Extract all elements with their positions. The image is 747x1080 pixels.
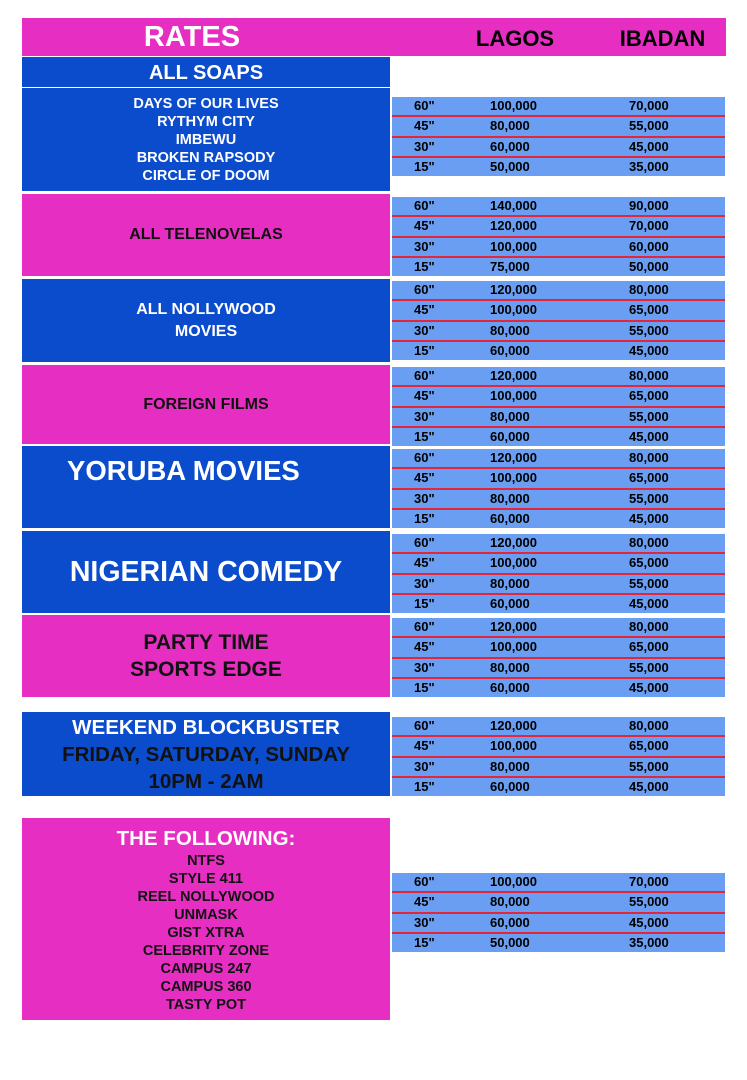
category-the-following: [22, 818, 390, 1020]
column-header-ibadan: IBADAN: [619, 26, 706, 51]
rate-row: [392, 406, 725, 426]
lagos-rate: 80,000: [490, 490, 530, 506]
duration: 30": [414, 138, 435, 154]
ibadan-rate: 80,000: [629, 718, 669, 734]
duration: 30": [414, 238, 435, 254]
rate-row: [392, 508, 725, 528]
ibadan-rate: 70,000: [629, 218, 669, 234]
duration: 15": [414, 158, 435, 174]
duration: 60": [414, 450, 435, 466]
lagos-rate: 120,000: [490, 718, 537, 734]
duration: 60": [414, 282, 435, 298]
lagos-rate: 120,000: [490, 450, 537, 466]
rate-row: [392, 426, 725, 446]
rate-table-foreign-films: [392, 367, 725, 446]
duration: 45": [414, 470, 435, 486]
lagos-rate: 100,000: [490, 470, 537, 486]
lagos-rate: 140,000: [490, 198, 537, 214]
category-line: TASTY POT: [165, 996, 247, 1013]
ibadan-rate: 65,000: [629, 639, 669, 655]
duration: 60": [414, 98, 435, 114]
lagos-rate: 100,000: [490, 302, 537, 318]
rate-row: [392, 115, 725, 135]
ibadan-rate: 70,000: [629, 874, 669, 890]
rate-table-nigerian-comedy: [392, 534, 725, 613]
category-line: STYLE 411: [168, 870, 244, 887]
category-line: FOREIGN FILMS: [143, 395, 269, 413]
rate-row: [392, 299, 725, 319]
duration: 30": [414, 408, 435, 424]
rate-row: [392, 735, 725, 755]
rate-row: [392, 97, 725, 115]
category-line: UNMASK: [174, 906, 238, 923]
ibadan-rate: 70,000: [629, 98, 669, 114]
ibadan-rate: 55,000: [629, 575, 669, 591]
rate-row: [392, 677, 725, 697]
ibadan-rate: 45,000: [629, 428, 669, 444]
rate-row: [392, 367, 725, 385]
duration: 45": [414, 118, 435, 134]
category-weekend-blockbuster: [22, 712, 390, 796]
lagos-rate: 100,000: [490, 238, 537, 254]
duration: 60": [414, 718, 435, 734]
all-soaps-header: ALL SOAPS: [22, 57, 390, 87]
duration: 60": [414, 535, 435, 551]
ibadan-rate: 45,000: [629, 679, 669, 695]
lagos-rate: 60,000: [490, 342, 530, 358]
lagos-rate: 80,000: [490, 575, 530, 591]
duration: 45": [414, 894, 435, 910]
ibadan-rate: 65,000: [629, 555, 669, 571]
rate-row: [392, 593, 725, 613]
duration: 30": [414, 322, 435, 338]
lagos-rate: 120,000: [490, 619, 537, 635]
lagos-rate: 50,000: [490, 934, 530, 950]
lagos-rate: 60,000: [490, 778, 530, 794]
rate-row: [392, 281, 725, 299]
ibadan-rate: 80,000: [629, 619, 669, 635]
rate-row: [392, 215, 725, 235]
lagos-rate: 60,000: [490, 428, 530, 444]
lagos-rate: 120,000: [490, 535, 537, 551]
ibadan-rate: 55,000: [629, 659, 669, 675]
ibadan-rate: 55,000: [629, 490, 669, 506]
lagos-rate: 100,000: [490, 98, 537, 114]
duration: 30": [414, 490, 435, 506]
rate-table-yoruba-movies: [392, 449, 725, 528]
ibadan-rate: 80,000: [629, 535, 669, 551]
ibadan-rate: 65,000: [629, 388, 669, 404]
category-nigerian-comedy: [22, 531, 390, 613]
rate-row: [392, 385, 725, 405]
rate-row: [392, 467, 725, 487]
category-line: GIST XTRA: [167, 924, 245, 941]
category-line: MOVIES: [174, 322, 238, 340]
ibadan-rate: 55,000: [629, 408, 669, 424]
rate-row: [392, 873, 725, 891]
rate-row: [392, 236, 725, 256]
rate-table-party-time: [392, 618, 725, 697]
category-line: ALL NOLLYWOOD: [136, 300, 276, 318]
category-line: REEL NOLLYWOOD: [137, 888, 275, 905]
lagos-rate: 60,000: [490, 679, 530, 695]
rate-table-weekend-blockbuster: [392, 717, 725, 796]
duration: 60": [414, 368, 435, 384]
category-line: NIGERIAN COMEDY: [69, 556, 343, 588]
rate-row: [392, 156, 725, 176]
category-line: PARTY TIME: [143, 631, 269, 654]
ibadan-rate: 45,000: [629, 778, 669, 794]
rate-row: [392, 573, 725, 593]
ibadan-rate: 55,000: [629, 758, 669, 774]
ibadan-rate: 45,000: [629, 914, 669, 930]
lagos-rate: 80,000: [490, 322, 530, 338]
rate-row: [392, 776, 725, 796]
lagos-rate: 50,000: [490, 158, 530, 174]
duration: 45": [414, 218, 435, 234]
lagos-rate: 60,000: [490, 914, 530, 930]
rate-row: [392, 932, 725, 952]
duration: 30": [414, 659, 435, 675]
duration: 15": [414, 258, 435, 274]
lagos-rate: 80,000: [490, 894, 530, 910]
duration: 15": [414, 342, 435, 358]
rate-row: [392, 197, 725, 215]
lagos-rate: 120,000: [490, 282, 537, 298]
duration: 60": [414, 198, 435, 214]
category-line: THE FOLLOWING:: [116, 826, 296, 850]
ibadan-rate: 60,000: [629, 238, 669, 254]
category-telenovelas: [22, 194, 390, 276]
category-line: DAYS OF OUR LIVES: [133, 95, 279, 112]
ibadan-rate: 80,000: [629, 282, 669, 298]
ibadan-rate: 80,000: [629, 450, 669, 466]
rate-row: [392, 488, 725, 508]
rate-row: [392, 657, 725, 677]
lagos-rate: 100,000: [490, 639, 537, 655]
rate-row: [392, 552, 725, 572]
category-line: CAMPUS 247: [160, 960, 252, 977]
lagos-rate: 80,000: [490, 118, 530, 134]
category-yoruba-movies: [22, 446, 390, 528]
category-line: YORUBA MOVIES: [67, 455, 300, 486]
category-line: RYTHYM CITY: [157, 113, 255, 130]
category-line: CIRCLE OF DOOM: [142, 167, 270, 184]
category-line: ALL TELENOVELAS: [129, 226, 283, 243]
rate-row: [392, 618, 725, 636]
lagos-rate: 120,000: [490, 218, 537, 234]
ibadan-rate: 55,000: [629, 894, 669, 910]
ibadan-rate: 45,000: [629, 138, 669, 154]
lagos-rate: 60,000: [490, 595, 530, 611]
rate-row: [392, 636, 725, 656]
category-line: WEEKEND BLOCKBUSTER: [72, 715, 340, 739]
duration: 15": [414, 679, 435, 695]
category-line: NTFS: [187, 852, 225, 869]
duration: 15": [414, 934, 435, 950]
category-line: CELEBRITY ZONE: [142, 942, 270, 959]
ibadan-rate: 55,000: [629, 322, 669, 338]
category-line: BROKEN RAPSODY: [136, 149, 276, 166]
ibadan-rate: 50,000: [629, 258, 669, 274]
category-soaps: [22, 88, 390, 191]
rate-row: [392, 320, 725, 340]
rate-row: [392, 912, 725, 932]
lagos-rate: 100,000: [490, 388, 537, 404]
column-header-lagos: LAGOS: [475, 26, 555, 51]
ibadan-rate: 65,000: [629, 470, 669, 486]
ibadan-rate: 35,000: [629, 934, 669, 950]
category-line: CAMPUS 360: [160, 978, 252, 995]
duration: 30": [414, 914, 435, 930]
duration: 45": [414, 555, 435, 571]
rate-row: [392, 756, 725, 776]
category-party-time-sports-edge: [22, 615, 390, 697]
rate-row: [392, 891, 725, 911]
lagos-rate: 100,000: [490, 738, 537, 754]
rate-table-nollywood: [392, 281, 725, 360]
ibadan-rate: 45,000: [629, 595, 669, 611]
ibadan-rate: 65,000: [629, 738, 669, 754]
rate-table-telenovelas: [392, 197, 725, 276]
duration: 15": [414, 778, 435, 794]
ibadan-rate: 65,000: [629, 302, 669, 318]
duration: 60": [414, 874, 435, 890]
lagos-rate: 60,000: [490, 138, 530, 154]
rate-row: [392, 256, 725, 276]
rate-row: [392, 340, 725, 360]
duration: 30": [414, 575, 435, 591]
duration: 45": [414, 738, 435, 754]
rate-row: [392, 136, 725, 156]
rate-table-the-following: [392, 873, 725, 952]
lagos-rate: 80,000: [490, 659, 530, 675]
rates-title: RATES: [143, 21, 241, 53]
lagos-rate: 80,000: [490, 408, 530, 424]
ibadan-rate: 55,000: [629, 118, 669, 134]
category-line: IMBEWU: [175, 131, 237, 148]
duration: 15": [414, 595, 435, 611]
duration: 30": [414, 758, 435, 774]
ibadan-rate: 90,000: [629, 198, 669, 214]
duration: 15": [414, 510, 435, 526]
duration: 45": [414, 388, 435, 404]
rate-row: [392, 534, 725, 552]
ibadan-rate: 80,000: [629, 368, 669, 384]
rate-table-soaps: [392, 97, 725, 176]
lagos-rate: 100,000: [490, 874, 537, 890]
ibadan-rate: 35,000: [629, 158, 669, 174]
lagos-rate: 60,000: [490, 510, 530, 526]
ibadan-rate: 45,000: [629, 342, 669, 358]
category-line: FRIDAY, SATURDAY, SUNDAY: [62, 742, 350, 766]
category-foreign-films: [22, 365, 390, 444]
lagos-rate: 80,000: [490, 758, 530, 774]
lagos-rate: 120,000: [490, 368, 537, 384]
duration: 45": [414, 302, 435, 318]
lagos-rate: 75,000: [490, 258, 530, 274]
lagos-rate: 100,000: [490, 555, 537, 571]
duration: 45": [414, 639, 435, 655]
duration: 60": [414, 619, 435, 635]
ibadan-rate: 45,000: [629, 510, 669, 526]
category-line: 10PM - 2AM: [148, 769, 264, 793]
category-line: SPORTS EDGE: [130, 658, 282, 681]
rate-row: [392, 449, 725, 467]
duration: 15": [414, 428, 435, 444]
category-nollywood: [22, 279, 390, 362]
rate-row: [392, 717, 725, 735]
